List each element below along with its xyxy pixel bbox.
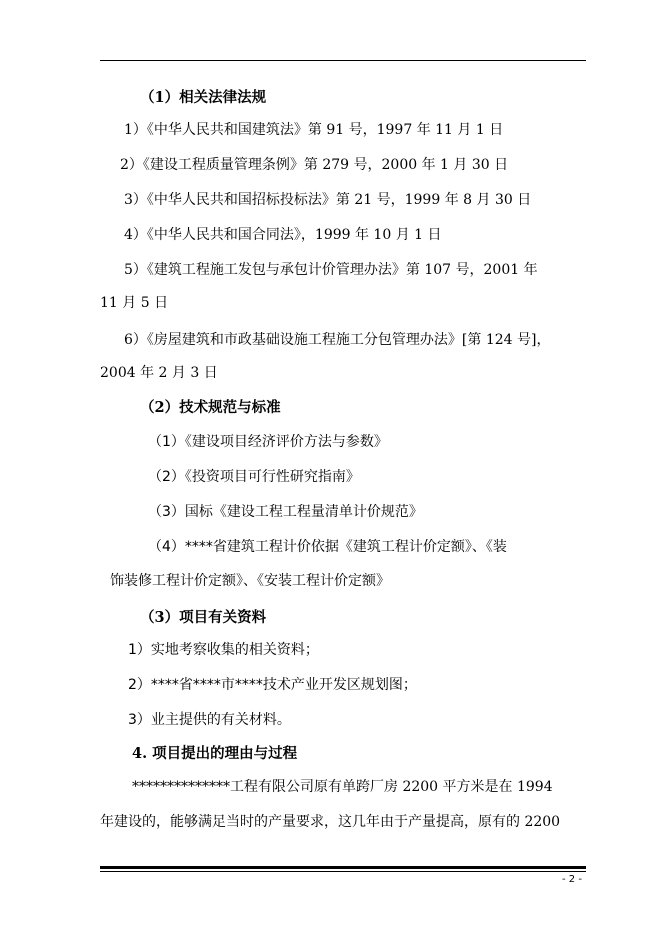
list-item: 4）《中华人民共和国合同法》，1999 年 10 月 1 日: [124, 227, 442, 243]
list-item-continuation: 2004 年 2 月 3 日: [100, 365, 218, 381]
paragraph-line: **************工程有限公司原有单跨厂房 2200 平方米是在 1994: [132, 779, 553, 795]
section-heading-materials: （3）项目有关资料: [140, 609, 267, 626]
list-item: 2）《建设工程质量管理条例》第 279 号，2000 年 1 月 30 日: [120, 157, 509, 173]
list-item: 6）《房屋建筑和市政基础设施工程施工分包管理办法》[第 124 号]，: [124, 332, 551, 348]
list-item: 5）《建筑工程施工发包与承包计价管理办法》第 107 号，2001 年: [124, 262, 538, 278]
list-item: 2）****省****市****技术产业开发区规划图；: [128, 677, 417, 693]
footer-rule-thick: [100, 866, 586, 869]
header-rule: [100, 60, 586, 61]
footer-rule-thin: [100, 871, 586, 872]
list-item: 1）实地考察收集的相关资料；: [128, 642, 319, 658]
list-item: 3）《中华人民共和国招标投标法》第 21 号，1999 年 8 月 30 日: [124, 192, 532, 208]
section-heading-laws: （1）相关法律法规: [140, 89, 267, 106]
list-item: 3）业主提供的有关材料。: [128, 712, 291, 728]
list-item: 1）《中华人民共和国建筑法》第 91 号，1997 年 11 月 1 日: [124, 122, 504, 138]
list-item: （3）国标《建设工程工程量清单计价规范》: [148, 504, 423, 520]
list-item: （1）《建设项目经济评价方法与参数》: [148, 434, 388, 450]
section-heading-standards: （2）技术规范与标准: [140, 399, 281, 416]
paragraph-line: 年建设的，能够满足当时的产量要求，这几年由于产量提高，原有的 2200: [100, 814, 561, 830]
page-number: - 2 -: [562, 874, 582, 885]
section-heading-reasons: 4. 项目提出的理由与过程: [132, 745, 298, 762]
list-item-continuation: 11 月 5 日: [100, 295, 169, 311]
list-item: （4）****省建筑工程计价依据《建筑工程计价定额》、《装: [148, 539, 507, 555]
list-item: （2）《投资项目可行性研究指南》: [148, 469, 360, 485]
list-item-continuation: 饰装修工程计价定额》、《安装工程计价定额》: [110, 573, 390, 589]
